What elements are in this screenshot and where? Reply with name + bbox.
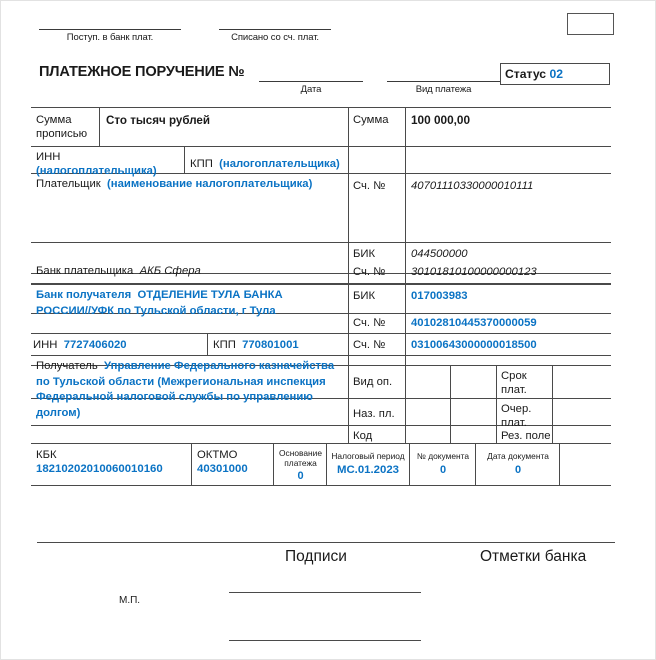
doc-date-label: Дата документа: [487, 451, 549, 461]
payee-inn-value: 7727406020: [63, 339, 127, 351]
receipt-right-label: Списано со сч. плат.: [231, 32, 319, 43]
amount-words-label-line1: Сумма: [36, 114, 72, 126]
rule-amount-bot: [31, 146, 611, 147]
vid-op-label: Вид оп.: [353, 376, 393, 388]
rule-inn2-bot: [31, 355, 611, 356]
payer-bank-label: Банк плательщика: [36, 265, 134, 277]
doc-num-field: [413, 451, 473, 475]
payee-name-label: Получатель: [36, 360, 98, 372]
payee-inn-field: [33, 338, 203, 352]
payer-bank-value: АКБ Сфера: [139, 265, 201, 277]
payer-kpp-field: [190, 157, 345, 171]
ocher-plat-label-line2: плат.: [501, 417, 527, 429]
kod-label: Код: [353, 430, 373, 442]
summa-value: 100 000,00: [411, 113, 471, 127]
payee-name-field: [36, 359, 348, 421]
payer-inn-label: ИНН: [36, 151, 61, 163]
signature-line-1: [229, 592, 421, 593]
tax-period-label: Налоговый период: [331, 451, 405, 461]
srok-plat-label: [501, 369, 549, 397]
payer-inn-field: [36, 150, 181, 178]
rule-top: [31, 107, 611, 108]
kbk-field: [36, 448, 188, 476]
payer-corr-label: Сч. №: [353, 266, 386, 278]
osnovanie-label-line2: платежа: [284, 458, 317, 468]
vline-tax-oktmo: [273, 443, 274, 485]
payer-name-value: (наименование налогоплательщика): [107, 178, 313, 190]
payment-order-table: [31, 107, 611, 485]
receipt-left-rule: [39, 29, 181, 30]
vline-tax-period: [409, 443, 410, 485]
payee-corr-value: 40102810445370000059: [411, 317, 537, 329]
receipt-right-rule: [219, 29, 331, 30]
srok-plat-label-line1: Срок: [501, 370, 527, 382]
payer-corr-value: 30101810100000000123: [411, 266, 537, 278]
osnovanie-field: [277, 448, 324, 481]
vline-tax-docnum: [475, 443, 476, 485]
payee-bank-field: [36, 288, 348, 319]
rule-payeebank-t: [31, 284, 611, 285]
payer-bik-label: БИК: [353, 248, 376, 260]
vline-tax-kbk: [191, 443, 192, 485]
vline-tax-osn: [326, 443, 327, 485]
kbk-label: КБК: [36, 449, 57, 461]
payer-inn-value: (налогоплательщика): [36, 165, 157, 177]
payer-name-label: Плательщик: [36, 178, 101, 190]
signature-line-2: [229, 640, 421, 641]
page-title: ПЛАТЕЖНОЕ ПОРУЧЕНИЕ №: [39, 64, 245, 80]
status-field: [505, 67, 563, 81]
rule-payer-bot: [31, 242, 611, 243]
vline-tax-docdate: [559, 443, 560, 485]
rez-pole-label: Рез. поле: [501, 430, 551, 442]
payer-bank-field: [36, 264, 346, 278]
summa-label: Сумма: [353, 114, 389, 126]
rule-tax-bot: [31, 485, 611, 486]
status-label: Статус: [505, 67, 547, 81]
oktmo-label: ОКТМО: [197, 449, 238, 461]
payer-bik-value: 044500000: [411, 248, 468, 260]
payee-bik-value: 017003983: [411, 290, 468, 302]
payer-account-value: 40701110330000010111: [411, 180, 534, 192]
amount-words-label: [36, 113, 100, 141]
naz-pl-label: Наз. пл.: [353, 408, 395, 420]
vline-srok-val: [552, 365, 553, 443]
payee-name-line4: долгом): [36, 406, 81, 419]
payee-name-line1: Управление Федерального казначейства: [104, 360, 335, 372]
payer-kpp-value: (налогоплательщика): [219, 158, 340, 170]
payee-kpp-label: КПП: [213, 339, 236, 351]
vline-left-right: [348, 107, 349, 443]
vline-srok-label: [496, 365, 497, 443]
kbk-value: 18210202010060010160: [36, 463, 163, 475]
payer-name-field: [36, 177, 346, 191]
srok-plat-label-line2: плат.: [501, 384, 527, 396]
bank-marks-label: Отметки банка: [480, 548, 587, 565]
amount-words-label-line2: прописью: [36, 128, 88, 140]
footer-top-rule: [37, 542, 615, 543]
payee-corr-label: Сч. №: [353, 317, 386, 329]
ocher-plat-label-line1: Очер.: [501, 403, 532, 415]
status-value: 02: [549, 67, 564, 81]
tax-period-value: МС.01.2023: [336, 464, 400, 476]
top-right-empty-box: [567, 13, 614, 35]
signatures-label: Подписи: [285, 548, 347, 565]
stamp-label: М.П.: [119, 595, 141, 606]
rule-inn2-top: [31, 333, 611, 334]
ocher-plat-label: [501, 402, 549, 430]
doc-date-field: [479, 451, 557, 475]
vline-rightlabels: [405, 107, 406, 443]
payer-account-label: Сч. №: [353, 180, 386, 192]
payee-kpp-field: [213, 338, 345, 352]
oktmo-field: [197, 448, 271, 476]
amount-words-value: Сто тысяч рублей: [106, 114, 210, 127]
payee-name-line2: по Тульской области (Межрегиональная инспекция: [36, 375, 326, 388]
payee-inn-label: ИНН: [33, 339, 58, 351]
date-label: Дата: [300, 84, 322, 95]
payer-kpp-label: КПП: [190, 158, 213, 170]
vline-inn-kpp: [184, 146, 185, 173]
payee-kpp-value: 770801001: [242, 339, 299, 351]
doc-num-value: 0: [439, 464, 447, 476]
osnovanie-label-line1: Основание: [279, 448, 322, 458]
rule-tax-top: [31, 443, 611, 444]
doc-num-label: № документа: [416, 451, 470, 461]
receipt-left-label: Поступ. в банк плат.: [66, 32, 154, 43]
payment-kind-rule: [387, 81, 500, 82]
doc-date-value: 0: [514, 464, 522, 476]
payee-bank-value-line1: ОТДЕЛЕНИЕ ТУЛА БАНКА: [137, 289, 283, 301]
vline-inn2-kpp2: [207, 333, 208, 355]
payee-bank-label: Банк получателя: [36, 289, 132, 301]
tax-period-field: [329, 451, 407, 475]
payee-bik-label: БИК: [353, 290, 376, 302]
date-rule: [259, 81, 363, 82]
payee-account-value: 03100643000000018500: [411, 339, 537, 351]
vline-vidop-val: [450, 365, 451, 443]
payee-bank-value-line2: РОССИИ//УФК по Тульской области, г Тула: [36, 304, 276, 317]
osnovanie-value: 0: [297, 470, 304, 482]
payee-name-line3: Федеральной налоговой службы по управлению: [36, 391, 313, 403]
payee-account-label: Сч. №: [353, 339, 386, 351]
oktmo-value: 40301000: [197, 463, 248, 475]
payment-kind-label: Вид платежа: [415, 84, 472, 95]
